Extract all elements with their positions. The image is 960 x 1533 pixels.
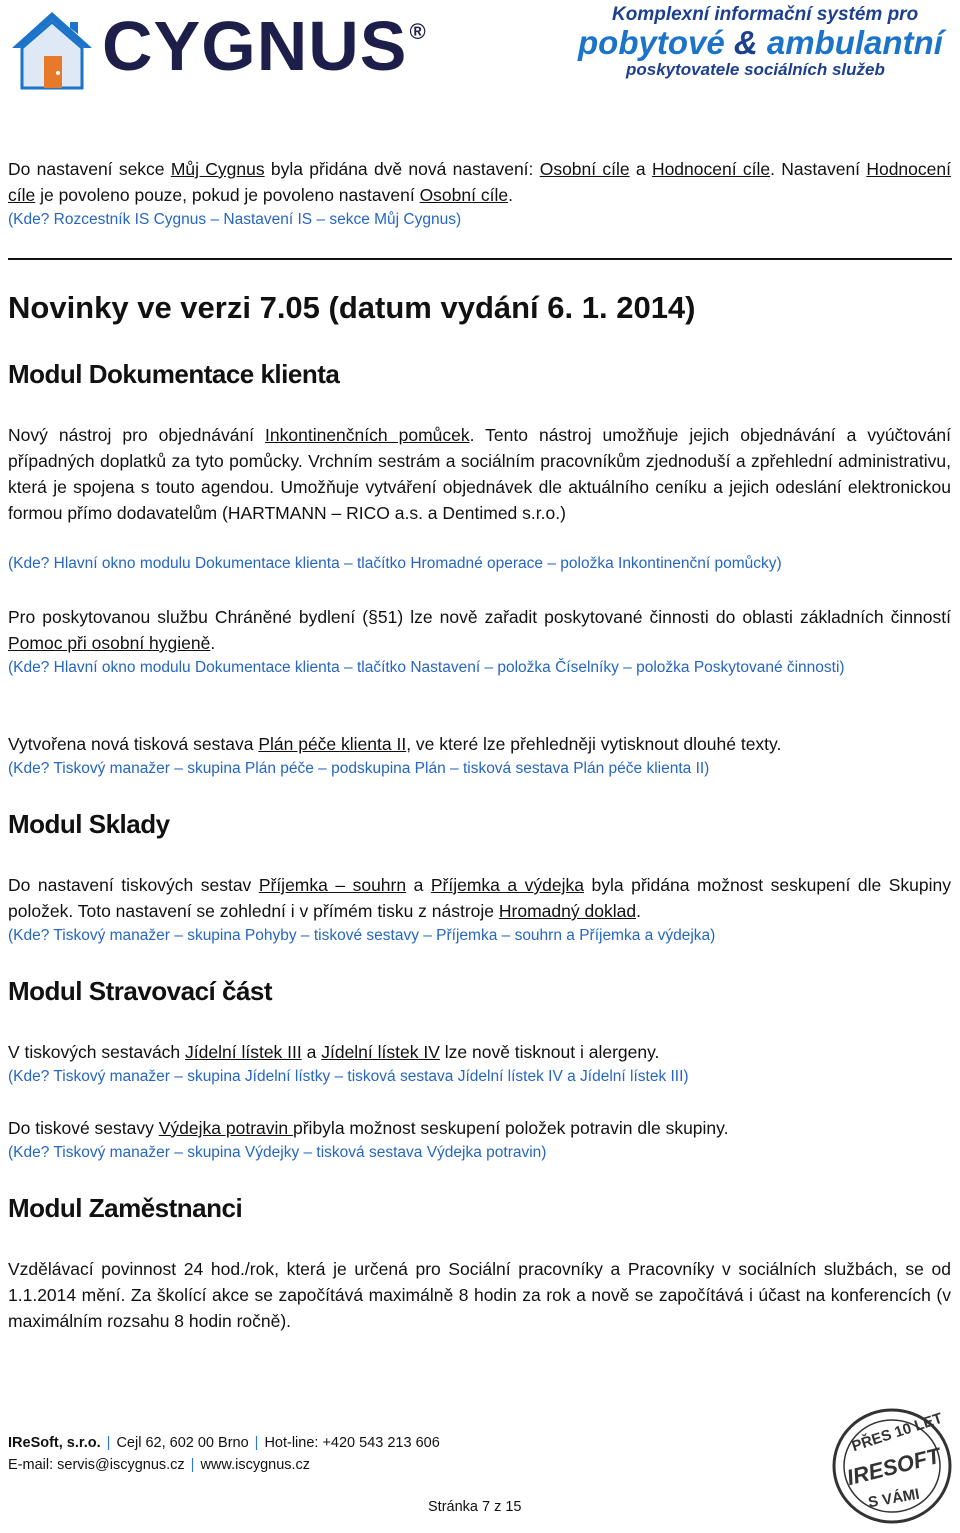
s3-text: V tiskových sestavách	[8, 1042, 186, 1062]
s1-text: Nový nástroj pro objednávání	[8, 425, 266, 445]
s3-paragraph-1	[8, 1039, 951, 1065]
header	[0, 0, 960, 100]
s2-text: .	[636, 901, 641, 921]
s1-location-1: (Kde? Hlavní okno modulu Dokumentace klienta – tlačítko Hromadné operace – položka Inkontinenční pomůcky)	[8, 555, 782, 572]
intro-text: . Nastavení	[770, 159, 867, 179]
intro-text: .	[508, 185, 513, 205]
link-prijemka-vydejka[interactable]: Příjemka a výdejka	[430, 875, 584, 895]
s2-text: Do nastavení tiskových sestav	[8, 875, 259, 895]
link-hromadny-doklad[interactable]: Hromadný doklad	[498, 901, 637, 921]
s1-text: Vytvořena nová tisková sestava	[8, 734, 259, 754]
anniversary-stamp	[828, 1404, 956, 1528]
footer-separator: |	[106, 1435, 111, 1451]
brand-name: CYGNUS	[102, 7, 408, 85]
page-title: Novinky ve verzi 7.05 (datum vydání 6. 1. 2014)	[8, 290, 696, 325]
tagline-line3: poskytovatele sociálních služeb	[626, 60, 885, 79]
s4-paragraph-1: Vzdělávací povinnost 24 hod./rok, která je určená pro Sociální pracovníky a Pracovníky v sociálních službách, se od 1.1.2014 mění. Za školící akce se započítává maximálně 8 hodin za rok a nově se započítává i účast na konferencích (v maximálním rozsahu 8 hodin ročně).	[8, 1259, 951, 1331]
s1-text: .	[210, 633, 216, 653]
section-title-zamestnanci: Modul Zaměstnanci	[8, 1193, 243, 1223]
section-title-dokumentace: Modul Dokumentace klienta	[8, 359, 340, 389]
footer-line-2	[8, 1454, 310, 1476]
footer-web[interactable]: www.iscygnus.cz	[200, 1457, 311, 1473]
tagline-amp: &	[733, 24, 758, 61]
stamp-mid-text: IRESOFT	[844, 1442, 943, 1491]
section-title-sklady: Modul Sklady	[8, 809, 170, 839]
s1-paragraph-3	[8, 731, 951, 757]
link-osobni-cile[interactable]: Osobní cíle	[539, 159, 630, 179]
link-jidelni-listek-3[interactable]: Jídelní lístek III	[185, 1042, 302, 1062]
intro-text: byla přidána dvě nová nastavení:	[264, 159, 540, 179]
footer-separator: |	[254, 1435, 259, 1451]
link-muj-cygnus[interactable]: Můj Cygnus	[170, 159, 265, 179]
s1-paragraph-2	[8, 604, 951, 656]
s3-paragraph-2	[8, 1115, 951, 1141]
link-hodnoceni-cile-2[interactable]: Hodnocení cíle	[8, 159, 951, 205]
s3-text: lze nově tisknout i alergeny.	[439, 1042, 660, 1062]
s2-text: a	[406, 875, 431, 895]
link-hodnoceni-cile[interactable]: Hodnocení cíle	[651, 159, 771, 179]
intro-text: a	[629, 159, 652, 179]
registered-mark: ®	[409, 19, 427, 44]
intro-text: Do nastavení sekce	[8, 159, 171, 179]
stamp-top-text: PŘES 10 LET	[849, 1409, 945, 1456]
s2-text: byla přidána možnost seskupení dle Skupiny položek. Toto nastavení se zohlední i v přímém tisku z nástroje	[8, 875, 952, 921]
s1-text: , ve které lze přehledněji vytisknout dlouhé texty.	[406, 734, 782, 754]
link-jidelni-listek-4[interactable]: Jídelní lístek IV	[321, 1042, 440, 1062]
tagline-pobytove: pobytové	[578, 24, 725, 61]
footer-hotline: Hot-line: +420 543 213 606	[264, 1435, 440, 1451]
s2-paragraph-1	[8, 872, 951, 924]
tagline-line1: Komplexní informační systém pro	[612, 4, 919, 25]
footer-separator: |	[190, 1457, 195, 1473]
s1-location-3: (Kde? Tiskový manažer – skupina Plán péče – podskupina Plán – tisková sestava Plán péče klienta II)	[8, 760, 710, 777]
footer-email[interactable]: E-mail: servis@iscygnus.cz	[8, 1457, 185, 1473]
s2-location-1: (Kde? Tiskový manažer – skupina Pohyby – tiskové sestavy – Příjemka – souhrn a Příjemka a výdejka)	[8, 927, 716, 944]
house-logo-icon	[4, 4, 100, 94]
tagline-line2	[578, 24, 943, 62]
s3-text: Do tiskové sestavy	[8, 1118, 159, 1138]
footer-address: Cejl 62, 602 00 Brno	[116, 1435, 249, 1451]
link-vydejka-potravin[interactable]: Výdejka potravin	[158, 1118, 293, 1138]
s3-text: a	[301, 1042, 322, 1062]
s1-location-2: (Kde? Hlavní okno modulu Dokumentace klienta – tlačítko Nastavení – položka Číselníky – položka Poskytované činnosti)	[8, 659, 845, 676]
footer-line-1	[8, 1432, 440, 1454]
link-pomoc-hygiene[interactable]: Pomoc při osobní hygieně	[8, 633, 211, 653]
link-plan-pece[interactable]: Plán péče klienta II	[258, 734, 407, 754]
divider	[8, 258, 952, 260]
page-number: Stránka 7 z 15	[428, 1499, 522, 1515]
tagline-ambulantni: ambulantní	[766, 24, 943, 61]
s3-text: přibyla možnost seskupení položek potravin dle skupiny.	[293, 1118, 729, 1138]
section-title-stravovaci: Modul Stravovací část	[8, 976, 273, 1006]
s3-location-1: (Kde? Tiskový manažer – skupina Jídelní lístky – tisková sestava Jídelní lístek IV a Jídelní lístek III)	[8, 1068, 689, 1085]
s1-text: Pro poskytovanou službu Chráněné bydlení (§51) lze nově zařadit poskytované činnosti do oblasti základních činností	[8, 607, 951, 627]
link-osobni-cile-2[interactable]: Osobní cíle	[419, 185, 509, 205]
s1-paragraph-1	[8, 422, 951, 526]
intro-paragraph	[8, 156, 951, 208]
link-prijemka-souhrn[interactable]: Příjemka – souhrn	[258, 875, 407, 895]
brand-logo	[102, 6, 427, 86]
footer-company: IReSoft, s.r.o.	[8, 1435, 101, 1451]
stamp-bottom-text: S VÁMI	[866, 1485, 921, 1512]
s3-location-2: (Kde? Tiskový manažer – skupina Výdejky – tisková sestava Výdejka potravin)	[8, 1144, 547, 1161]
intro-location: (Kde? Rozcestník IS Cygnus – Nastavení IS – sekce Můj Cygnus)	[8, 211, 462, 228]
link-inkontinencni-pomucky[interactable]: Inkontinenčních pomůcek	[265, 425, 470, 445]
intro-text: je povoleno pouze, pokud je povoleno nastavení	[35, 185, 420, 205]
s1-text: . Tento nástroj umožňuje jejich objednávání a vyúčtování případných doplatků za tyto pomůcky. Vrchním sestrám a sociálním pracovníkům zjednoduší a zpřehlední administrativu, která je spojena s touto agendou. Umožňuje vytváření objednávek dle aktuálního ceníku a jejich odeslání elektronickou formou přímo dodavatelům (HARTMANN – RICO a.s. a Dentimed s.r.o.)	[8, 425, 951, 523]
